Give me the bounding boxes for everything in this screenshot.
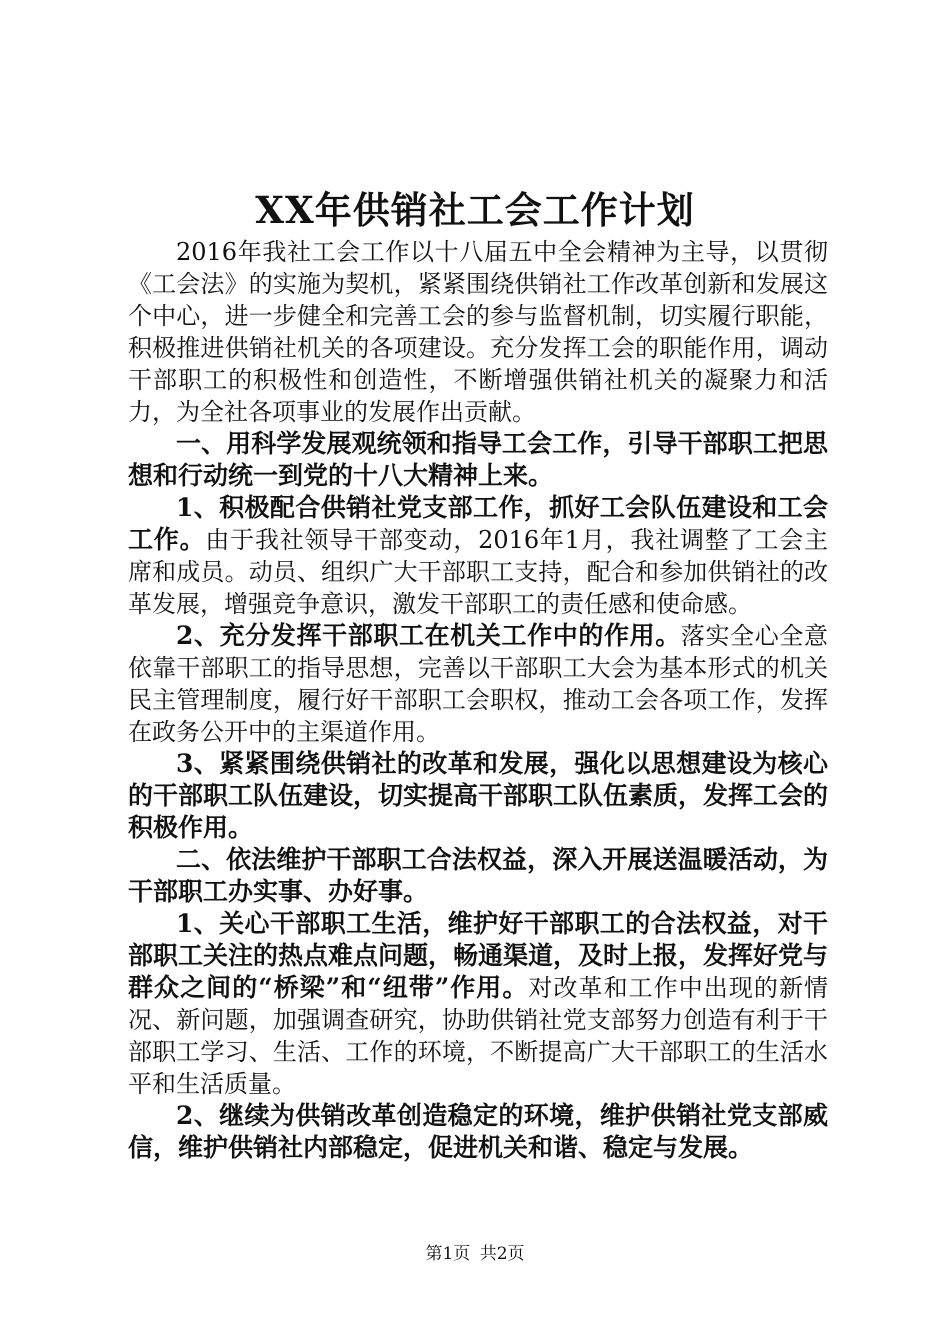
- paragraph-text: 对改革和工作中出现的新情况、新问题，加强调查研究，协助供销社党支部努力创造有利于干部职工学习、生活、工作的环境，不断提高广大干部职工的生活水平和生活质量。: [128, 974, 828, 1098]
- paragraph-lead: 一、用科学发展观统领和指导工会工作，引导干部职工把思想和行动统一到党的十八大精神上来。: [128, 429, 828, 490]
- paragraph-lead: 1、积极配合供销社党支部工作，抓好工会队伍建设和工会工作。: [128, 493, 828, 554]
- document-title: XX年供销社工会工作计划: [255, 188, 695, 232]
- paragraph-text: 由于我社领导干部变动，2016年1月，我社调整了工会主席和成员。动员、组织广大干部职工支持，配合和参加供销社的改革发展，增强竞争意识，激发干部职工的责任感和使命感。: [128, 526, 828, 618]
- page-number: 第1页: [425, 1244, 471, 1264]
- paragraph-item: [128, 748, 828, 844]
- paragraph-item: [128, 620, 828, 748]
- paragraph-item: [128, 1100, 828, 1164]
- paragraph-item: [128, 908, 828, 1100]
- section-heading-2: [128, 844, 828, 908]
- paragraph-lead: 二、依法维护干部职工合法权益，深入开展送温暖活动，为干部职工办实事、办好事。: [128, 845, 828, 906]
- paragraph-intro: [128, 236, 828, 428]
- document-body: [128, 236, 828, 1164]
- section-heading-1: [128, 428, 828, 492]
- page-footer: [0, 1242, 950, 1266]
- paragraph-text: 落实全心全意依靠干部职工的指导思想，完善以干部职工大会为基本形式的机关民主管理制度，履行好干部职工会职权，推动工会各项工作，发挥在政务公开中的主渠道作用。: [128, 622, 828, 746]
- paragraph-text: 2016年我社工会工作以十八届五中全会精神为主导，以贯彻《工会法》的实施为契机，紧紧围绕供销社工作改革创新和发展这个中心，进一步健全和完善工会的参与监督机制，切实履行职能，积极推进供销社机关的各项建设。充分发挥工会的职能作用，调动干部职工的积极性和创造性，不断增强供销社机关的凝聚力和活力，为全社各项事业的发展作出贡献。: [128, 238, 828, 426]
- paragraph-lead: 1、关心干部职工生活，维护好干部职工的合法权益，对干部职工关注的热点难点问题，畅通渠道，及时上报，发挥好党与群众之间的“桥梁”和“纽带”作用。: [128, 909, 829, 1002]
- page-total: 共2页: [479, 1244, 525, 1264]
- paragraph-lead: 3、紧紧围绕供销社的改革和发展，强化以思想建设为核心的干部职工队伍建设，切实提高干部职工队伍素质，发挥工会的积极作用。: [128, 749, 829, 842]
- paragraph-lead: 2、充分发挥干部职工在机关工作中的作用。: [176, 621, 681, 650]
- paragraph-lead: 2、继续为供销改革创造稳定的环境，维护供销社党支部威信，维护供销社内部稳定，促进机关和谐、稳定与发展。: [128, 1101, 828, 1162]
- paragraph-item: [128, 492, 828, 620]
